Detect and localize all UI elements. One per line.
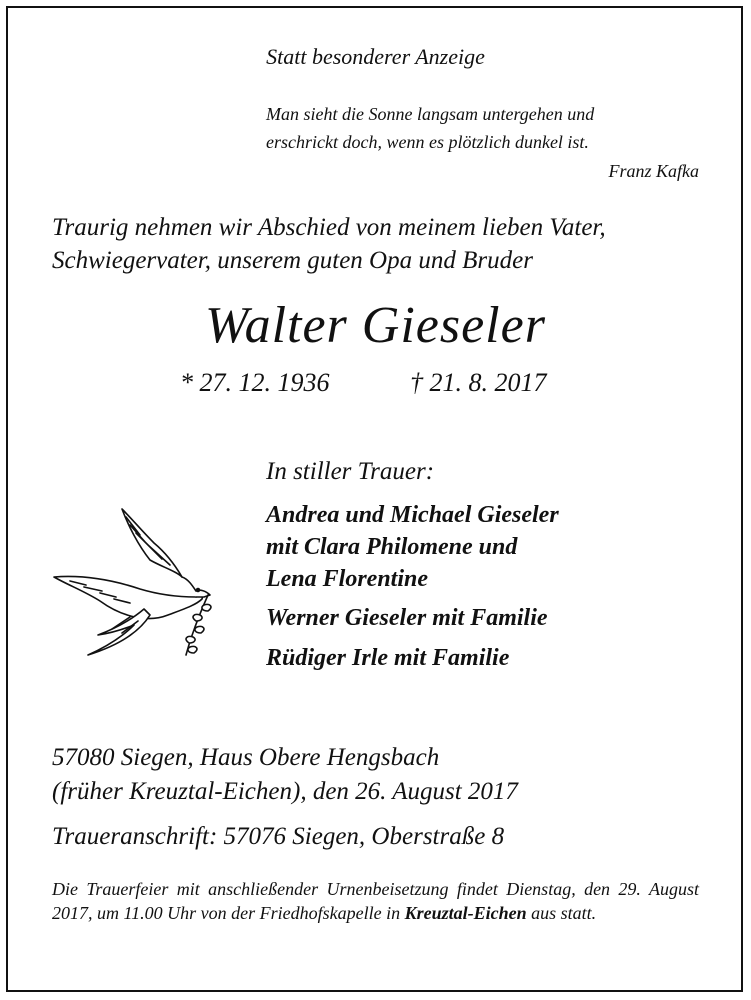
mourner-line: Lena Florentine [266,566,429,592]
intro-line-2: Schwiegervater, unserem guten Opa und Bruder [52,247,533,274]
intro-line-1: Traurig nehmen wir Abschied von meinem lieben Vater, [52,214,606,241]
mourner-line: Andrea und Michael Gieseler [266,502,559,528]
quote-line-1: Man sieht die Sonne langsam untergehen und [266,104,595,124]
quote-line-2: erschrickt doch, wenn es plötzlich dunkel ist. [266,132,589,152]
quote-author: Franz Kafka [608,161,699,181]
notice-place: Kreuztal-Eichen [404,903,527,923]
notice-text-end: aus statt. [526,903,597,923]
mourner-line: mit Clara Philomene und [266,534,518,560]
mourning-address: Traueranschrift: 57076 Siegen, Oberstraße 8 [52,823,505,850]
dove-icon [50,505,245,665]
death-date: † 21. 8. 2017 [410,368,547,397]
mourner-line: Werner Gieseler mit Familie [266,605,548,631]
birth-date: * 27. 12. 1936 [180,368,330,397]
notice-text: Die Trauerfeier mit anschließender Urnenbeisetzung findet Dienstag, den 29. August 2017, um 11.00 Uhr von der Friedhofskapelle in [52,879,699,923]
address-line-2: (früher Kreuztal-Eichen), den 26. August 2017 [52,778,518,805]
deceased-name: Walter Gieseler [205,297,546,354]
header-text: Statt besonderer Anzeige [266,44,485,69]
funeral-notice [52,877,699,925]
address-line-1: 57080 Siegen, Haus Obere Hengsbach [52,744,440,771]
mourner-line: Rüdiger Irle mit Familie [266,645,510,671]
mourners-heading: In stiller Trauer: [266,458,435,485]
